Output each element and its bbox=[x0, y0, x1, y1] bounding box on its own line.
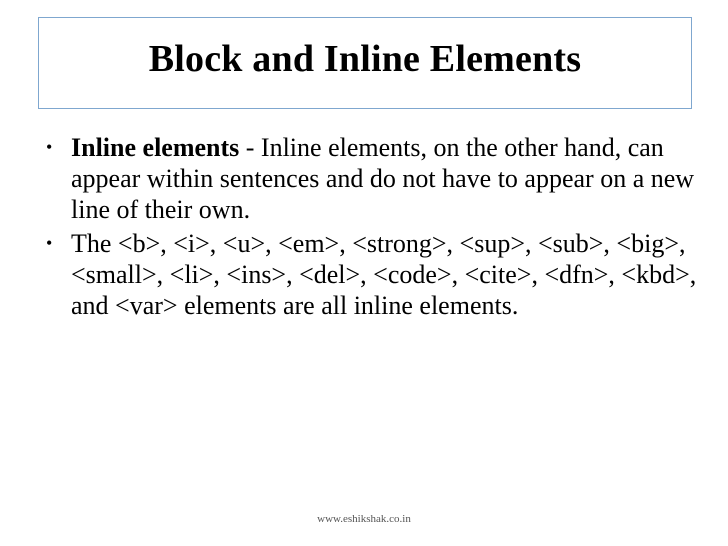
bullet-item-inline-elements bbox=[20, 132, 700, 225]
bullet-icon: • bbox=[46, 137, 53, 157]
footer-url: www.eshikshak.co.in bbox=[317, 513, 411, 525]
bullet-icon: • bbox=[46, 233, 53, 253]
bullet-text: - Inline elements, on the other hand, can appear within sentences and do not have to appear on a new line of their own. bbox=[71, 133, 695, 224]
bullet-list bbox=[20, 132, 700, 324]
slide-title: Block and Inline Elements bbox=[148, 38, 582, 80]
title-box bbox=[38, 17, 692, 109]
bullet-term: Inline elements bbox=[71, 133, 240, 162]
bullet-item-inline-tags bbox=[20, 228, 700, 321]
bullet-text: The <b>, <i>, <u>, <em>, <strong>, <sup>, <sub>, <big>, <small>, <li>, <ins>, <del>, <code>, <cite>, <dfn>, <kbd>, and <var> elements are all inline elements. bbox=[71, 229, 697, 320]
